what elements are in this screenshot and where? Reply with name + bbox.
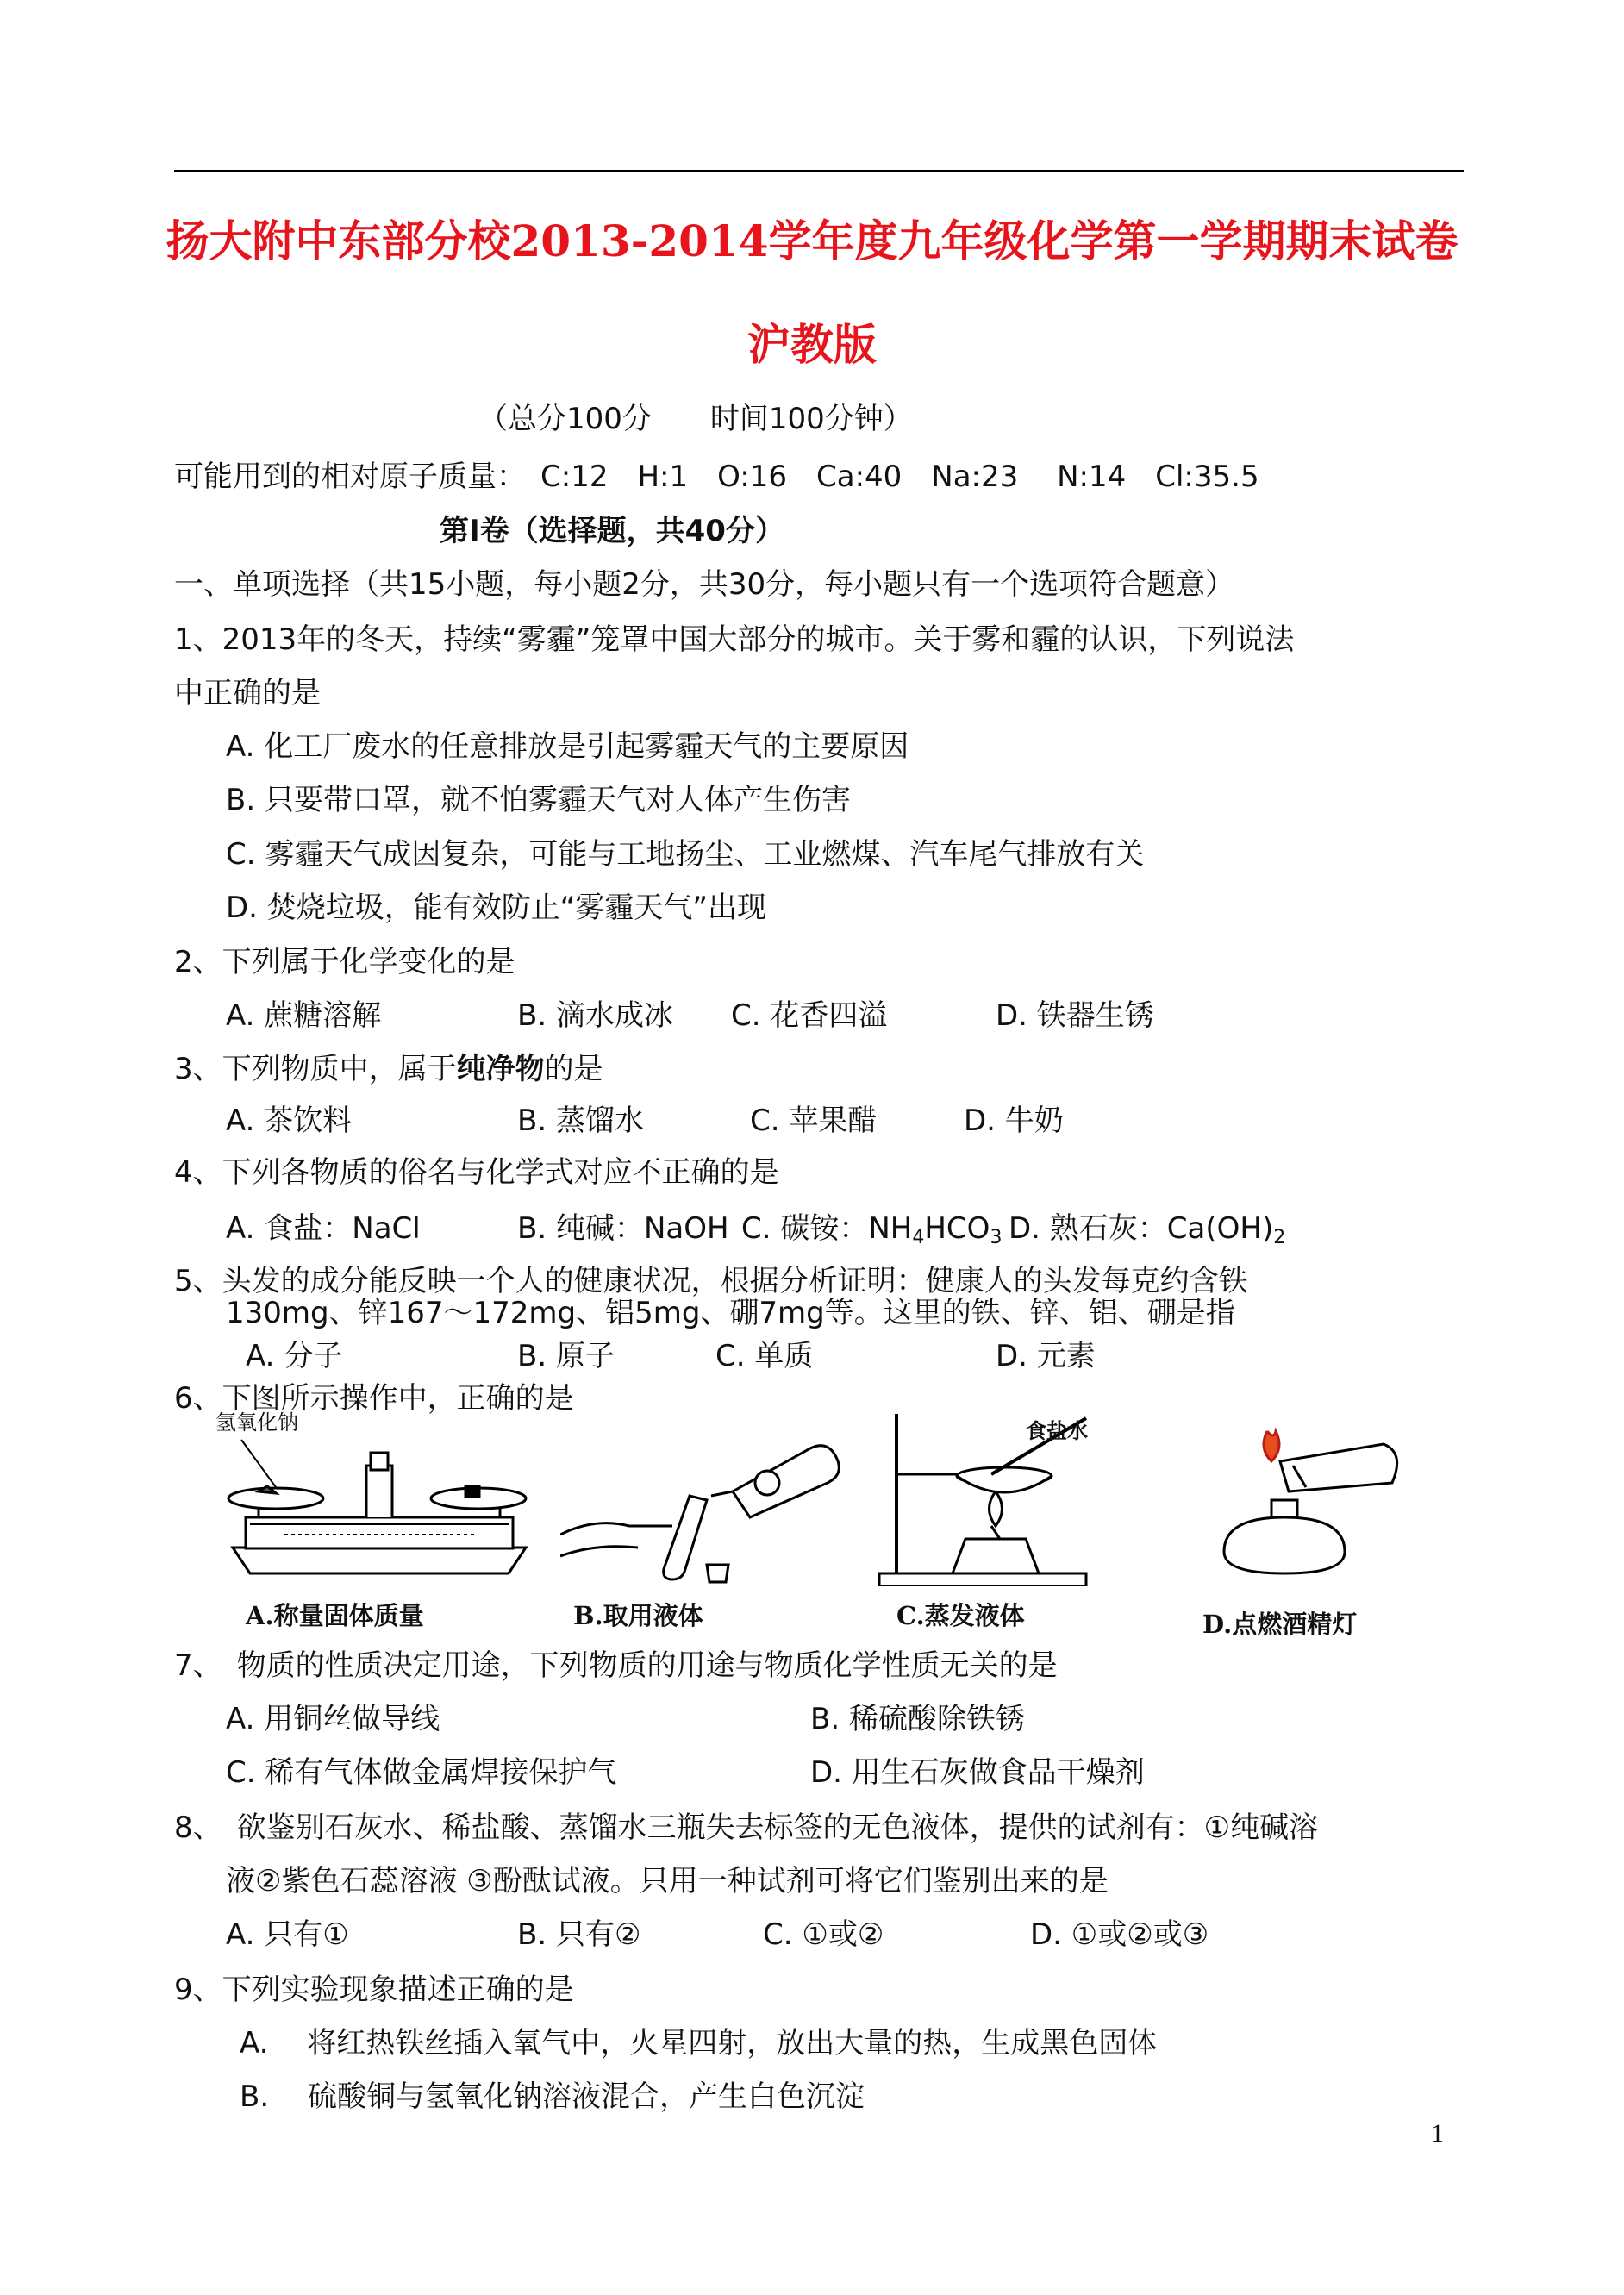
- q7-stem: 7、 物质的性质决定用途，下列物质的用途与物质化学性质无关的是: [174, 1648, 1058, 1683]
- q1-option-d: D. 焚烧垃圾，能有效防止“雾霾天气”出现: [226, 891, 767, 925]
- q4-c-mid: HCO: [924, 1211, 990, 1246]
- q5-option-a: A. 分子: [246, 1339, 343, 1373]
- q2-option-b: B. 滴水成冰: [517, 998, 673, 1033]
- q3-option-d: D. 牛奶: [964, 1104, 1064, 1138]
- q3-stem: [174, 1052, 603, 1086]
- q8-stem: 8、 欲鉴别石灰水、稀盐酸、蒸馏水三瓶失去标签的无色液体，提供的试剂有：①纯碱溶: [174, 1810, 1319, 1845]
- part-heading: 第Ⅰ卷（选择题，共40分）: [440, 514, 784, 548]
- exam-subtitle: 沪教版: [747, 319, 877, 370]
- caption-a: A.称量固体质量: [246, 1601, 424, 1630]
- q3-stem-b: 的是: [544, 1052, 603, 1086]
- atomic-mass-line: 可能用到的相对原子质量： C:12 H:1 O:16 Ca:40 Na:23 N:14 Cl:35.5: [174, 460, 1259, 494]
- header-rule: [174, 170, 1464, 172]
- q5-option-c: C. 单质: [715, 1339, 814, 1373]
- q8-option-d: D. ①或②或③: [1030, 1917, 1209, 1952]
- q5-option-b: B. 原子: [517, 1339, 615, 1373]
- exam-title: 扬大附中东部分校2013-2014学年度九年级化学第一学期期末试卷: [166, 216, 1458, 266]
- q2-option-d: D. 铁器生锈: [996, 998, 1154, 1033]
- q3-stem-bold: 纯净物: [456, 1052, 545, 1086]
- q8-option-b: B. 只有②: [517, 1917, 641, 1952]
- q3-option-a: A. 茶饮料: [226, 1104, 353, 1138]
- q1-option-a: A. 化工厂废水的任意排放是引起雾霾天气的主要原因: [226, 729, 909, 764]
- q4-stem: 4、下列各物质的俗名与化学式对应不正确的是: [174, 1155, 779, 1190]
- section-heading: 一、单项选择（共15小题，每小题2分，共30分，每小题只有一个选项符合题意）: [174, 567, 1235, 602]
- q2-option-c: C. 花香四溢: [731, 998, 888, 1033]
- q5-stem-cont: 130mg、锌167～172mg、铝5mg、硼7mg等。这里的铁、锌、铝、硼是指: [226, 1296, 1235, 1330]
- q4-option-a: A. 食盐：NaCl: [226, 1211, 421, 1246]
- q1-stem-cont: 中正确的是: [174, 676, 321, 710]
- label-salt-water: 食盐水: [1026, 1418, 1088, 1443]
- q3-option-b: B. 蒸馏水: [517, 1104, 644, 1138]
- q8-stem-cont: 液②紫色石蕊溶液 ③酚酞试液。只用一种试剂可将它们鉴别出来的是: [226, 1864, 1109, 1898]
- q3-stem-a: 3、下列物质中，属于: [174, 1052, 457, 1086]
- q4-c-sub1: 4: [912, 1227, 925, 1248]
- q8-option-a: A. 只有①: [226, 1917, 349, 1952]
- q1-option-c: C. 雾霾天气成因复杂，可能与工地扬尘、工业燃煤、汽车尾气排放有关: [226, 837, 1145, 872]
- q4-option-c: [741, 1211, 1002, 1255]
- q7-option-d: D. 用生石灰做食品干燥剂: [810, 1755, 1145, 1790]
- caption-d: D.点燃酒精灯: [1202, 1610, 1358, 1639]
- q1-option-b: B. 只要带口罩，就不怕雾霾天气对人体产生伤害: [226, 783, 851, 817]
- q7-option-c: C. 稀有气体做金属焊接保护气: [226, 1755, 617, 1790]
- score-time: （总分100分 时间100分钟）: [478, 402, 913, 436]
- q1-stem: 1、2013年的冬天，持续“雾霾”笼罩中国大部分的城市。关于雾和霾的认识，下列说法: [174, 622, 1295, 657]
- caption-b: B.取用液体: [573, 1601, 703, 1630]
- q4-c-sub2: 3: [990, 1227, 1003, 1248]
- q5-option-d: D. 元素: [996, 1339, 1096, 1373]
- q3-option-c: C. 苹果醋: [750, 1104, 878, 1138]
- q5-stem: 5、头发的成分能反映一个人的健康状况，根据分析证明：健康人的头发每克约含铁: [174, 1264, 1248, 1298]
- q9-option-a: A. 将红热铁丝插入氧气中，火星四射，放出大量的热，生成黑色固体: [240, 2026, 1158, 2060]
- q2-option-a: A. 蔗糖溶解: [226, 998, 382, 1033]
- label-naoh: 氢氧化钠: [215, 1410, 298, 1435]
- q4-c-pre: C. 碳铵：NH: [741, 1211, 913, 1246]
- q7-option-b: B. 稀硫酸除铁锈: [810, 1702, 1025, 1736]
- q9-option-b: B. 硫酸铜与氢氧化钠溶液混合，产生白色沉淀: [240, 2079, 865, 2114]
- caption-c: C.蒸发液体: [896, 1601, 1025, 1630]
- q4-option-d: [1009, 1211, 1285, 1255]
- q9-stem: 9、下列实验现象描述正确的是: [174, 1973, 574, 2007]
- q8-option-c: C. ①或②: [763, 1917, 884, 1952]
- q6-stem: 6、下图所示操作中，正确的是: [174, 1381, 574, 1416]
- q4-option-b: B. 纯碱：NaOH: [517, 1211, 729, 1246]
- page-number: 1: [1431, 2119, 1444, 2148]
- q2-stem: 2、下列属于化学变化的是: [174, 945, 515, 979]
- q4-d-sub: 2: [1273, 1227, 1286, 1248]
- q7-option-a: A. 用铜丝做导线: [226, 1702, 440, 1736]
- q4-d-pre: D. 熟石灰：Ca(OH): [1009, 1211, 1274, 1246]
